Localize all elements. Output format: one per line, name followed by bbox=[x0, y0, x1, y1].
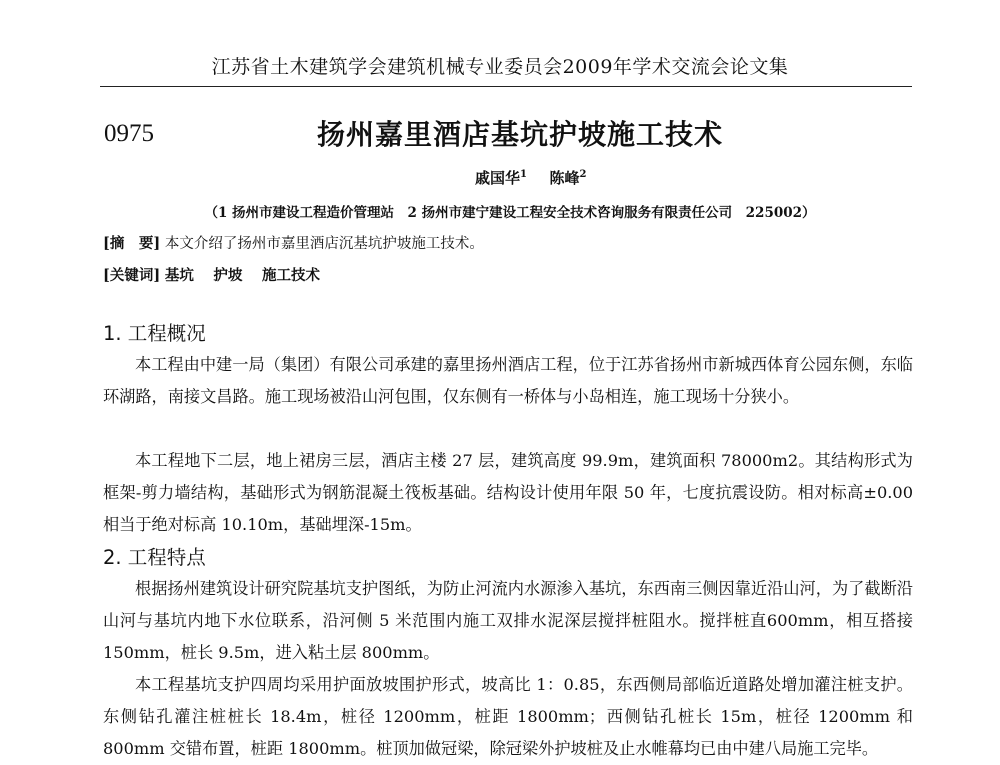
paper-title: 扬州嘉里酒店基坑护坡施工技术 bbox=[316, 118, 723, 151]
header-rule bbox=[100, 86, 912, 87]
section-1-paragraph-2: 本工程地下二层，地上裙房三层，酒店主楼 27 层，建筑高度 99.9m，建筑面积 78000m2。其结构形式为框架-剪力墙结构，基础形式为钢筋混凝土筏板基础。结构设计使用年限 50 年，七度抗震设防。相对标高±0.00 相当于绝对标高 10.10m，基础埋深-15m。 bbox=[103, 451, 913, 534]
section-1-paragraph-1: 本工程由中建一局（集团）有限公司承建的嘉里扬州酒店工程，位于江苏省扬州市新城西体育公园东侧，东临环湖路，南接文昌路。施工现场被沿山河包围，仅东侧有一桥体与小岛相连，施工现场十分狭小。 bbox=[103, 355, 913, 406]
running-header: 江苏省土木建筑学会建筑机械专业委员会2009年学术交流会论文集 bbox=[211, 56, 789, 78]
authors bbox=[475, 167, 586, 188]
keywords-text: 基坑 护坡 施工技术 bbox=[164, 267, 320, 284]
abstract-label: [摘 要] bbox=[103, 235, 161, 252]
section-2-heading: 2. 工程特点 bbox=[103, 546, 206, 569]
author-1-sup: 1 bbox=[520, 169, 527, 180]
author-1: 戚国华 bbox=[475, 169, 521, 187]
abstract-text: 本文介绍了扬州市嘉里酒店沉基坑护坡施工技术。 bbox=[164, 236, 484, 252]
section-1-heading: 1. 工程概况 bbox=[103, 322, 206, 345]
author-2-sup: 2 bbox=[579, 169, 587, 180]
abstract bbox=[103, 232, 484, 253]
section-2-paragraph-2: 本工程基坑支护四周均采用护面放坡围护形式，坡高比 1：0.85，东西侧局部临近道路处增加灌注桩支护。东侧钻孔灌注桩桩长 18.4m，桩径 1200mm，桩距 1800mm；西侧钻孔桩长 15m，桩径 1200mm 和 800mm 交错布置，桩距 1800mm。桩顶加做冠梁，除冠梁外护坡桩及止水帷幕均已由中建八局施工完毕。 bbox=[103, 675, 913, 758]
keywords bbox=[103, 264, 320, 285]
affiliations: （1 扬州市建设工程造价管理站 2 扬州市建宁建设工程安全技术咨询服务有限责任公司 225002） bbox=[204, 205, 816, 221]
paper-number: 0975 bbox=[104, 120, 154, 147]
author-2: 陈峰 bbox=[549, 169, 580, 187]
section-2-paragraph-1: 根据扬州建筑设计研究院基坑支护图纸，为防止河流内水源渗入基坑，东西南三侧因靠近沿山河，为了截断沿山河与基坑内地下水位联系，沿河侧 5 米范围内施工双排水泥深层搅拌桩阻水。搅拌桩直600mm，相互搭接 150mm，桩长 9.5m，进入粘土层 800mm。 bbox=[103, 579, 913, 662]
keywords-label: [关键词] bbox=[103, 267, 161, 284]
